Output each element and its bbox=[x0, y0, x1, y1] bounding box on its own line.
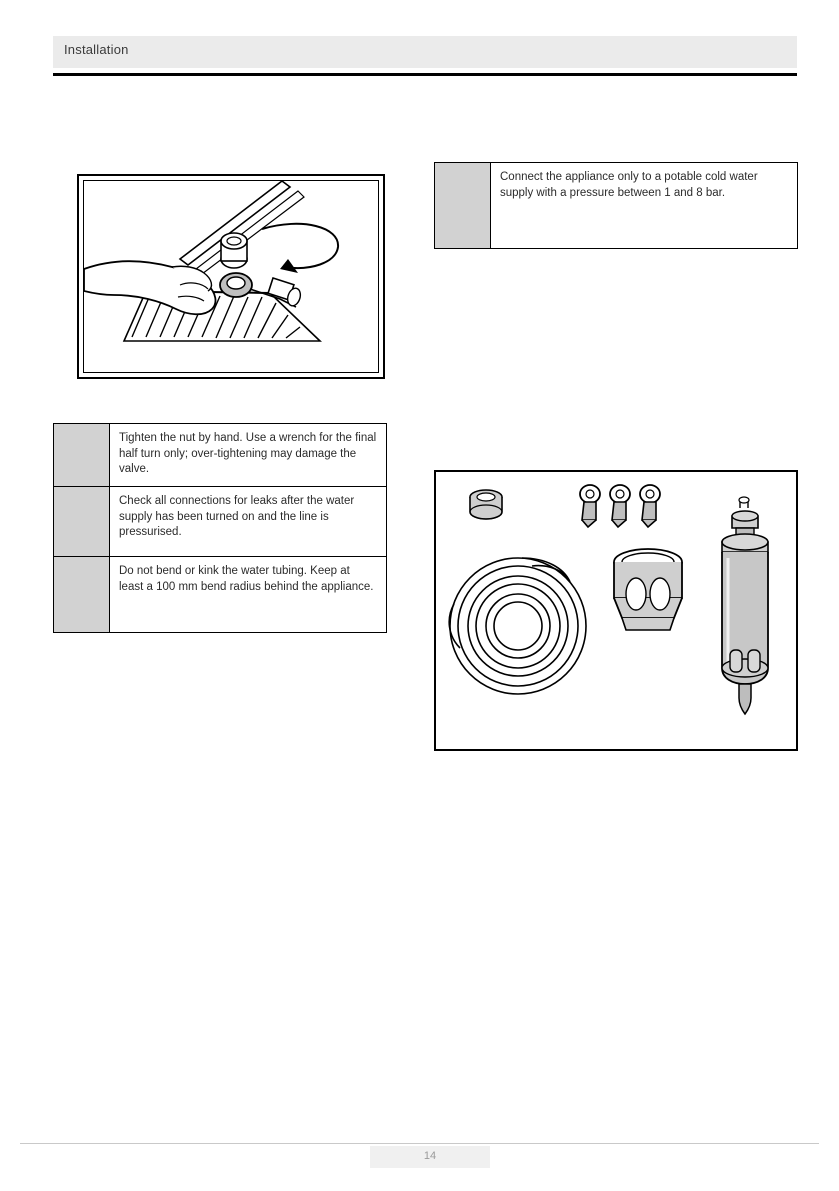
water-filter-kit-figure bbox=[434, 470, 798, 751]
notes-table-left bbox=[53, 423, 387, 633]
header-divider bbox=[53, 73, 797, 76]
footer-page-number: 14 bbox=[423, 1150, 437, 1162]
water-tubing-part bbox=[449, 558, 586, 694]
note-text: Connect the appliance only to a potable cold water supply with a pressure between 1 and 8 bar. bbox=[500, 171, 758, 199]
table-row bbox=[54, 424, 386, 487]
warning-icon bbox=[54, 487, 110, 556]
note-text: Tighten the nut by hand. Use a wrench for the final half turn only; over-tightening may damage the valve. bbox=[119, 432, 377, 476]
figure-inner-border bbox=[83, 180, 379, 373]
warning-icon bbox=[54, 424, 110, 486]
table-row bbox=[435, 163, 797, 248]
water-valve-connection-illustration bbox=[84, 181, 379, 373]
ferrule-part bbox=[470, 490, 502, 519]
warning-icon bbox=[435, 163, 491, 248]
clip-parts bbox=[580, 485, 660, 527]
footer-divider bbox=[20, 1143, 819, 1144]
water-filter-cartridge-part bbox=[722, 497, 768, 714]
notes-table-right bbox=[434, 162, 798, 249]
table-row bbox=[54, 487, 386, 557]
page-header-band bbox=[53, 36, 797, 68]
water-valve-connection-figure bbox=[77, 174, 385, 379]
connector-nut-part bbox=[614, 549, 682, 630]
page-title: Installation bbox=[64, 42, 129, 57]
water-filter-kit-parts-illustration bbox=[436, 472, 796, 749]
table-row bbox=[54, 557, 386, 632]
info-icon bbox=[54, 557, 110, 632]
note-text: Check all connections for leaks after the water supply has been turned on and the line is pressurised. bbox=[119, 495, 355, 539]
note-text: Do not bend or kink the water tubing. Keep at least a 100 mm bend radius behind the appliance. bbox=[119, 565, 374, 593]
